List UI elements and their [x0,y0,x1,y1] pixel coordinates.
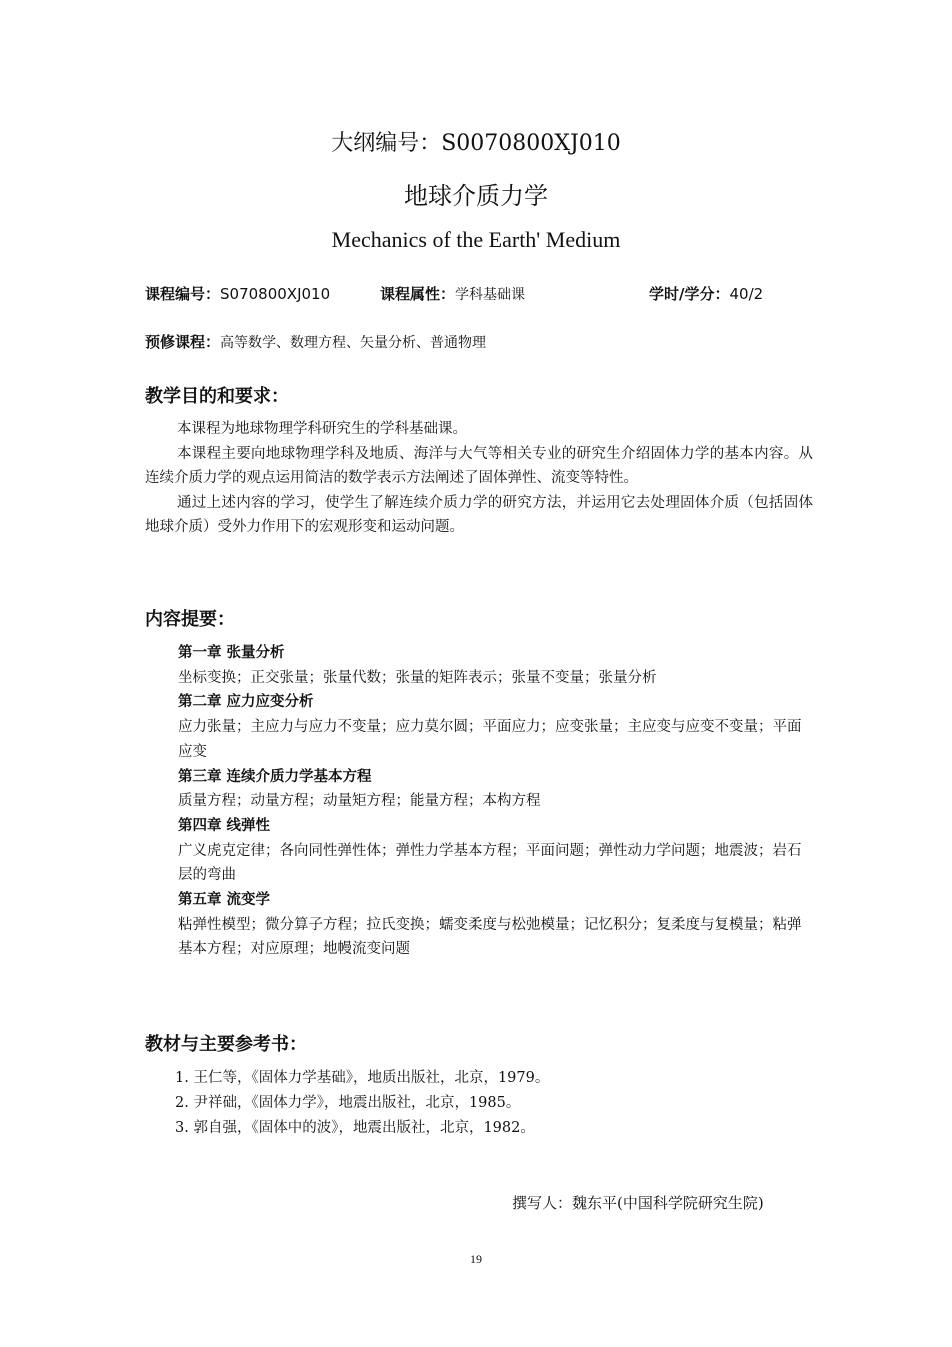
course-title-cn: 地球介质力学 [404,182,548,210]
course-attr-label: 课程属性： [380,285,456,303]
objectives-paragraph: 通过上述内容的学习，使学生了解连续介质力学的研究方法，并运用它去处理固体介质（包括固体地球介质）受外力作用下的宏观形变和运动问题。 [145,494,813,535]
page-number: 19 [470,1252,482,1266]
course-code [145,283,330,304]
chapter-title: 第五章 流变学 [178,892,271,909]
chapter-body: 质量方程；动量方程；动量矩方程；能量方程；本构方程 [178,793,541,810]
course-hours [649,283,763,304]
references-heading: 教材与主要参考书： [145,1034,307,1055]
chapter-title: 第一章 张量分析 [178,645,285,661]
objectives-paragraph: 本课程主要向地球物理学科及地质、海洋与大气等相关专业的研究生介绍固体力学的基本内容。从连续介质力学的观点运用简洁的数学表示方法阐述了固体弹性、流变等特性。 [145,445,813,486]
prerequisites [145,331,486,352]
chapter-title: 第三章 连续介质力学基本方程 [178,768,372,785]
content-heading: 内容提要： [145,609,235,630]
reference-item: 2. 尹祥础，《固体力学》，地震出版社，北京，1985。 [175,1095,521,1111]
chapter-body: 应力张量；主应力与应力不变量；应力莫尔圆；平面应力；应变张量；主应变与应变不变量；平面应变 [178,719,802,760]
prereq-label: 预修课程： [145,333,221,351]
prereq-value: 高等数学、数理方程、矢量分析、普通物理 [220,335,487,351]
chapter-body: 坐标变换；正交张量；张量代数；张量的矩阵表示；张量不变量；张量分析 [178,669,657,686]
reference-item: 3. 郭自强，《固体中的波》，地震出版社，北京，1982。 [175,1120,535,1136]
chapter-title: 第四章 线弹性 [178,817,271,834]
hours-label: 学时/学分： [649,285,730,303]
course-title-en: Mechanics of the Earth' Medium [331,227,621,252]
outline-number: 大纲编号：S0070800XJ010 [331,131,621,156]
chapter-body: 广义虎克定律；各向同性弹性体；弹性力学基本方程；平面问题；弹性动力学问题；地震波；岩石层的弯曲 [178,842,802,884]
hours-value: 40/2 [729,285,764,303]
chapter-title: 第二章 应力应变分析 [178,694,314,711]
course-code-label: 课程编号： [145,285,221,303]
objectives-heading: 教学目的和要求： [145,386,289,407]
reference-item: 1. 王仁等，《固体力学基础》，地质出版社，北京，1979。 [175,1070,550,1086]
course-attribute [380,283,525,304]
course-code-value: S070800XJ010 [220,285,331,303]
reference-list [175,1066,549,1141]
objectives-text [145,417,813,540]
author-line: 撰写人：魏东平(中国科学院研究生院) [512,1194,764,1212]
course-attr-value: 学科基础课 [455,287,526,303]
objectives-paragraph: 本课程为地球物理学科研究生的学科基础课。 [177,421,467,437]
chapter-list [178,641,814,962]
chapter-body: 粘弹性模型；微分算子方程；拉氏变换；蠕变柔度与松弛模量；记忆积分；复柔度与复模量；粘弹基本方程；对应原理；地幔流变问题 [178,916,802,958]
